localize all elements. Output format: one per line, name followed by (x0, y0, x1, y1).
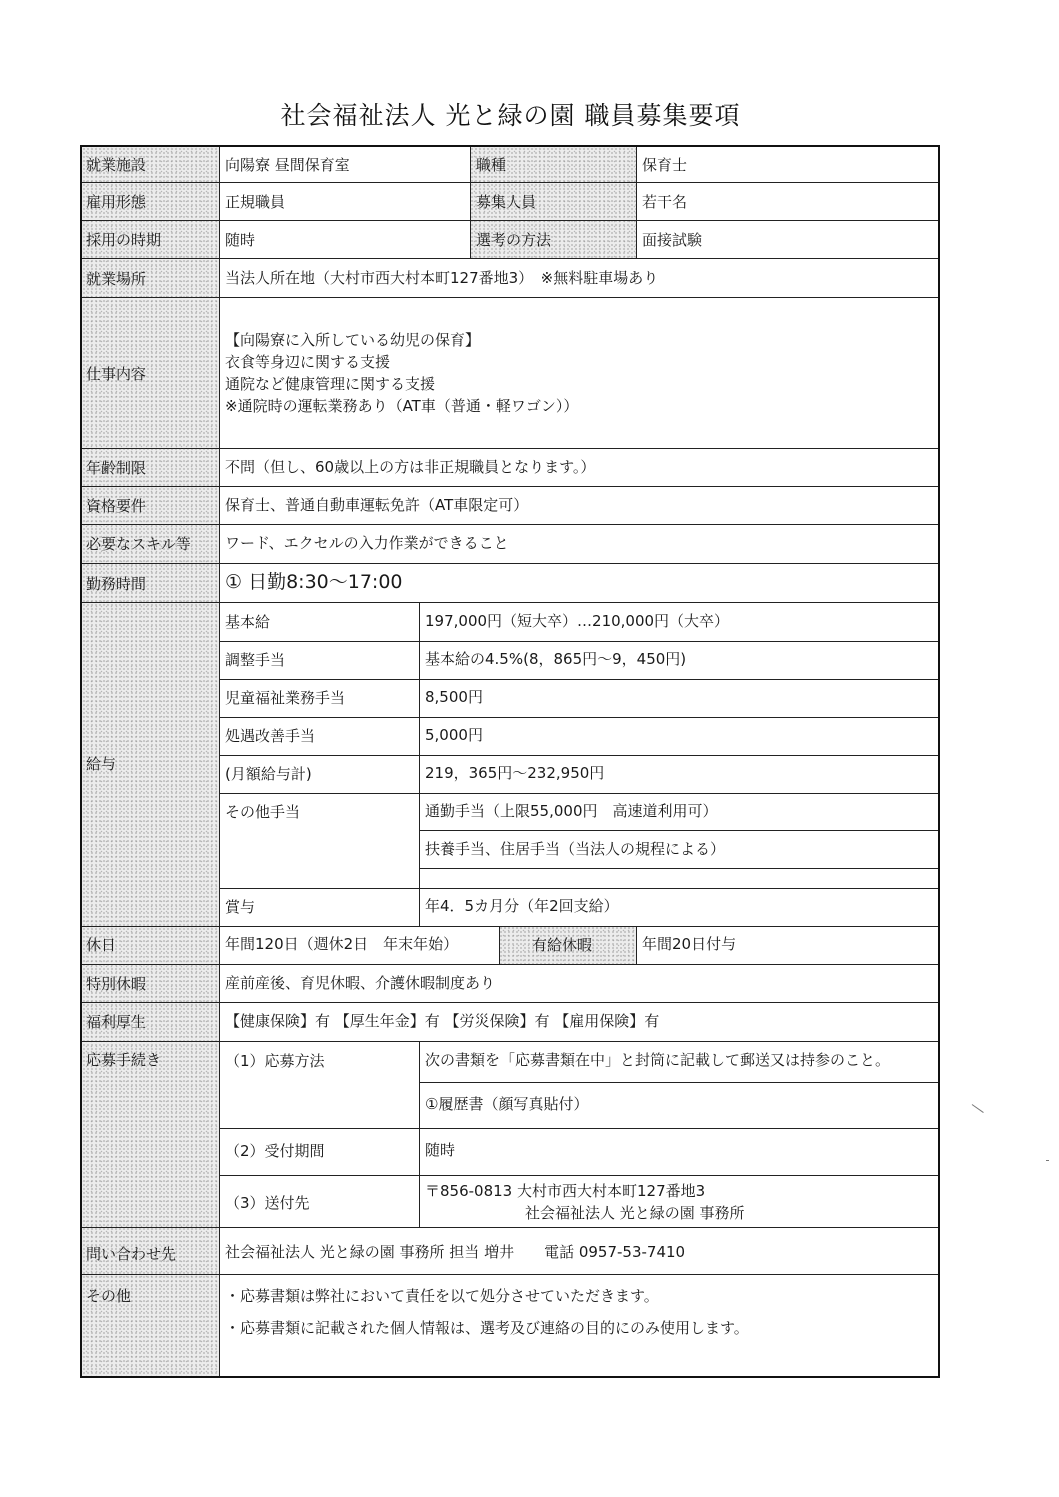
value-job-type: 保育士 (642, 156, 688, 174)
divider-label-column (219, 147, 220, 1376)
label-welfare: 福利厚生 (86, 1013, 147, 1031)
value-openings: 若干名 (642, 193, 688, 211)
salary-item-value: 扶養手当、住居手当（当法人の規程による） (425, 840, 726, 858)
other-line: ・応募書類に記載された個人情報は、選考及び連絡の目的にのみ使用します。 (225, 1319, 749, 1337)
rule (82, 964, 938, 965)
duties-line: 【向陽寮に入所している幼児の保育】 (225, 331, 481, 349)
divider-holiday-b (636, 926, 637, 964)
label-contact: 問い合わせ先 (86, 1245, 177, 1263)
rule (219, 755, 938, 756)
label-age: 年齢制限 (86, 459, 147, 477)
label-salary: 給与 (86, 755, 117, 773)
apply-method-line: ①履歴書（顔写真貼付） (425, 1095, 589, 1113)
divider-salary (419, 602, 420, 926)
salary-item-value: 5,000円 (425, 726, 483, 744)
rule (219, 1175, 938, 1176)
rule (82, 486, 938, 487)
document-title: 社会福祉法人 光と緑の園 職員募集要項 (280, 101, 741, 130)
value-age: 不問（但し、60歳以上の方は非正規職員となります。） (225, 458, 596, 476)
apply-send-line: 社会福祉法人 光と緑の園 事務所 (525, 1204, 745, 1222)
rule (419, 868, 938, 869)
value-workplace: 当法人所在地（大村市西大村本町127番地3） ※無料駐車場あり (225, 269, 659, 287)
value-selection: 面接試験 (642, 231, 703, 249)
rule (82, 297, 938, 298)
label-hire-timing: 採用の時期 (86, 231, 162, 249)
duties-line: 通院など健康管理に関する支援 (225, 375, 436, 393)
duties-line: ※通院時の運転業務あり（AT車（普通・軽ワゴン）） (225, 397, 579, 415)
rule (219, 793, 938, 794)
rule (219, 888, 938, 889)
value-qualification: 保育士、普通自動車運転免許（AT車限定可） (225, 496, 529, 514)
divider-apply (419, 1041, 420, 1227)
rule (82, 1227, 938, 1228)
apply-period-label: （2）受付期間 (225, 1142, 325, 1160)
value-employment: 正規職員 (225, 193, 286, 211)
rule (219, 679, 938, 680)
value-welfare: 【健康保険】有 【厚生年金】有 【労災保険】有 【雇用保険】有 (225, 1012, 660, 1030)
label-skills: 必要なスキル等 (86, 535, 191, 553)
value-special-leave: 産前産後、育児休暇、介護休暇制度あり (225, 974, 496, 992)
divider-mid-b (636, 147, 637, 258)
value-hire-timing: 随時 (225, 231, 256, 249)
salary-item-name: その他手当 (225, 803, 301, 821)
label-paid-leave: 有給休暇 (532, 936, 593, 954)
rule (82, 220, 938, 221)
apply-period-value: 随時 (425, 1141, 456, 1159)
apply-send-line: 〒856-0813 大村市西大村本町127番地3 (425, 1182, 706, 1200)
other-line: ・応募書類は弊社において責任を以て処分させていただきます。 (225, 1287, 659, 1305)
rule (82, 563, 938, 564)
salary-item-name: (月額給与計) (225, 765, 312, 783)
label-job-type: 職種 (476, 156, 507, 174)
rule (82, 1002, 938, 1003)
value-hours: ① 日勤8:30～17:00 (225, 571, 403, 593)
salary-item-value: 通勤手当（上限55,000円 高速道利用可） (425, 802, 718, 820)
rule (82, 1274, 938, 1275)
label-holidays: 休日 (86, 936, 117, 954)
scan-mark (1046, 1160, 1049, 1161)
rule (419, 830, 938, 831)
rule (82, 524, 938, 525)
salary-item-name: 処遇改善手当 (225, 727, 316, 745)
salary-item-name: 調整手当 (225, 651, 286, 669)
salary-item-name: 基本給 (225, 613, 271, 631)
label-workplace: 就業場所 (86, 270, 147, 288)
label-duties: 仕事内容 (86, 365, 147, 383)
rule (219, 1128, 938, 1129)
salary-item-value: 219，365円～232,950円 (425, 764, 605, 782)
salary-item-value: 年4．5カ月分（年2回支給） (425, 897, 619, 915)
rule (82, 448, 938, 449)
label-openings: 募集人員 (476, 193, 537, 211)
rule (82, 1041, 938, 1042)
label-employment: 雇用形態 (86, 193, 147, 211)
label-qualification: 資格要件 (86, 497, 147, 515)
rule (82, 258, 938, 259)
value-holidays: 年間120日（週休2日 年末年始） (225, 935, 459, 953)
salary-item-name: 賞与 (225, 898, 256, 916)
value-contact: 社会福祉法人 光と緑の園 事務所 担当 増井 電話 0957-53-7410 (225, 1243, 686, 1261)
value-facility: 向陽寮 昼間保育室 (225, 156, 350, 174)
label-other: その他 (86, 1287, 132, 1305)
value-paid-leave: 年間20日付与 (642, 935, 737, 953)
label-special-leave: 特別休暇 (86, 975, 147, 993)
apply-method-label: （1）応募方法 (225, 1052, 325, 1070)
rule (219, 717, 938, 718)
apply-send-label: （3）送付先 (225, 1194, 310, 1212)
rule (82, 602, 938, 603)
divider-holiday-a (499, 926, 500, 964)
value-skills: ワード、エクセルの入力作業ができること (225, 534, 509, 552)
rule (419, 1082, 938, 1083)
label-apply: 応募手続き (86, 1051, 162, 1069)
salary-item-value: 基本給の4.5%(8，865円～9，450円) (425, 650, 687, 668)
salary-item-value: 197,000円（短大卒）…210,000円（大卒） (425, 612, 730, 630)
divider-mid-a (470, 147, 471, 258)
duties-line: 衣食等身辺に関する支援 (225, 353, 391, 371)
salary-item-value: 8,500円 (425, 688, 483, 706)
salary-item-name: 児童福祉業務手当 (225, 689, 346, 707)
rule (82, 926, 938, 927)
label-selection: 選考の方法 (476, 231, 552, 249)
apply-method-line: 次の書類を「応募書類在中」と封筒に記載して郵送又は持参のこと。 (425, 1051, 891, 1069)
label-facility: 就業施設 (86, 156, 147, 174)
rule (82, 182, 938, 183)
rule (219, 641, 938, 642)
label-hours: 勤務時間 (86, 575, 147, 593)
